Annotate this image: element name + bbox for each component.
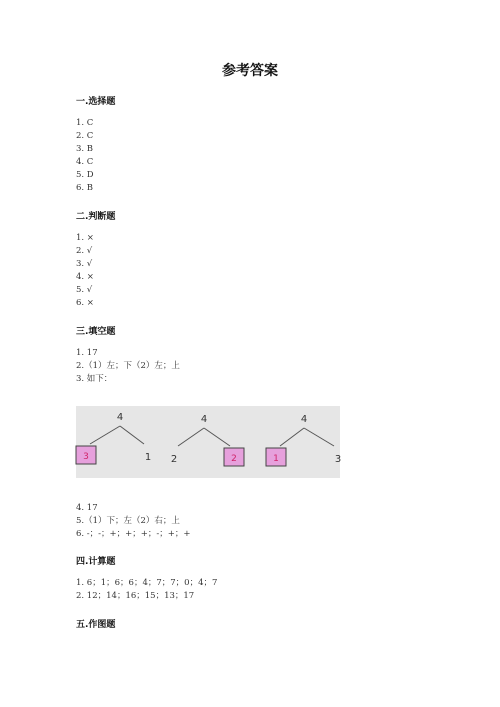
bond-top-number: 4 [300, 414, 308, 425]
answer-line: 3. B [76, 144, 94, 154]
answer-line: 4. × [76, 272, 94, 282]
answer-line: 5. √ [76, 285, 93, 295]
number-bond-figure [76, 406, 340, 478]
answer-line: 3. 如下： [76, 374, 113, 384]
bond-left-branch [178, 428, 204, 446]
bond-left-branch [90, 426, 120, 444]
bond-top-number: 4 [116, 412, 124, 423]
answer-line: 6. -；-；+；+；+；-；+；+ [76, 529, 191, 539]
bond-part-number: 3 [334, 454, 342, 465]
answer-line: 3. √ [76, 259, 93, 269]
section-heading-choice: 一.选择题 [76, 97, 116, 107]
answer-line: 1. × [76, 233, 94, 243]
bond-left-branch [280, 428, 304, 446]
bond-right-branch [304, 428, 334, 446]
answer-line: 2. √ [76, 246, 93, 256]
bond-top-number: 4 [200, 414, 208, 425]
bond-part-number: 1 [144, 452, 152, 463]
bond-right-branch [204, 428, 230, 446]
answer-line: 2. 12；14；16；15；13；17 [76, 591, 195, 601]
page-title: 参考答案 [222, 63, 278, 79]
answer-line: 2.（1）左；下（2）左；上 [76, 361, 180, 371]
answer-line: 1. C [76, 118, 94, 128]
answer-line: 4. C [76, 157, 94, 167]
answer-line: 5.（1）下；左（2）右；上 [76, 516, 180, 526]
bond-answer-number: 1 [273, 454, 279, 464]
answer-line: 4. 17 [76, 503, 98, 513]
number-bond-diagram [76, 406, 340, 478]
answer-line: 6. B [76, 183, 94, 193]
section-heading-calc: 四.计算题 [76, 557, 116, 567]
answer-line: 6. × [76, 298, 94, 308]
section-heading-fill: 三.填空题 [76, 327, 116, 337]
answer-line: 1. 6；1；6；6；4；7；7；0；4；7 [76, 578, 218, 588]
answer-line: 5. D [76, 170, 94, 180]
bond-answer-number: 3 [83, 452, 89, 462]
section-heading-draw: 五.作图题 [76, 620, 116, 630]
answer-line: 1. 17 [76, 348, 98, 358]
bond-right-branch [120, 426, 144, 444]
answer-line: 2. C [76, 131, 94, 141]
bond-part-number: 2 [170, 454, 178, 465]
section-heading-judge: 二.判断题 [76, 212, 116, 222]
bond-answer-number: 2 [231, 454, 237, 464]
